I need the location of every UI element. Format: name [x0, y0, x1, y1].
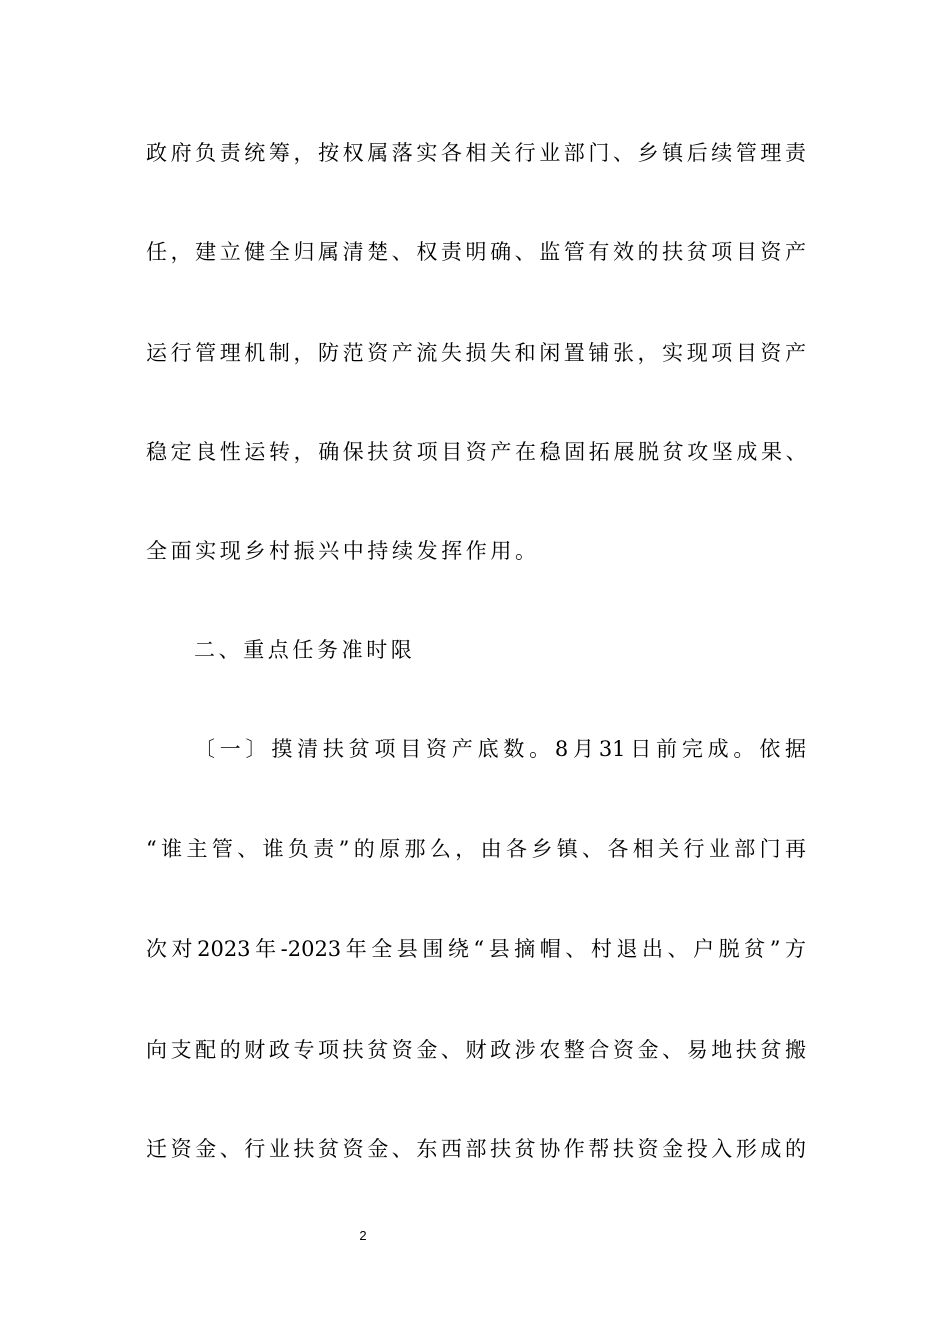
paragraph-line: 〔一〕摸清扶贫项目资产底数。8月31日前完成。依据: [194, 737, 806, 761]
page-number: 2: [359, 1228, 367, 1243]
paragraph-line: “谁主管、谁负责”的原那么，由各乡镇、各相关行业部门再: [146, 837, 806, 861]
paragraph-line: 运行管理机制，防范资产流失损失和闲置铺张，实现项目资产: [146, 341, 806, 365]
paragraph-line: 政府负责统筹，按权属落实各相关行业部门、乡镇后续管理责: [146, 141, 806, 165]
paragraph-line: 向支配的财政专项扶贫资金、财政涉农整合资金、易地扶贫搬: [146, 1038, 806, 1062]
paragraph-line: 全面实现乡村振兴中持续发挥作用。: [146, 539, 540, 563]
paragraph-line: 稳定良性运转，确保扶贫项目资产在稳固拓展脱贫攻坚成果、: [146, 440, 811, 464]
paragraph-line: 次对2023年-2023年全县围绕“县摘帽、村退出、户脱贫”方: [146, 937, 806, 961]
paragraph-line: 任，建立健全归属清楚、权责明确、监管有效的扶贫项目资产: [146, 240, 806, 264]
section-heading: 二、重点任务准时限: [194, 638, 416, 662]
paragraph-line: 迁资金、行业扶贫资金、东西部扶贫协作帮扶资金投入形成的: [146, 1137, 806, 1161]
